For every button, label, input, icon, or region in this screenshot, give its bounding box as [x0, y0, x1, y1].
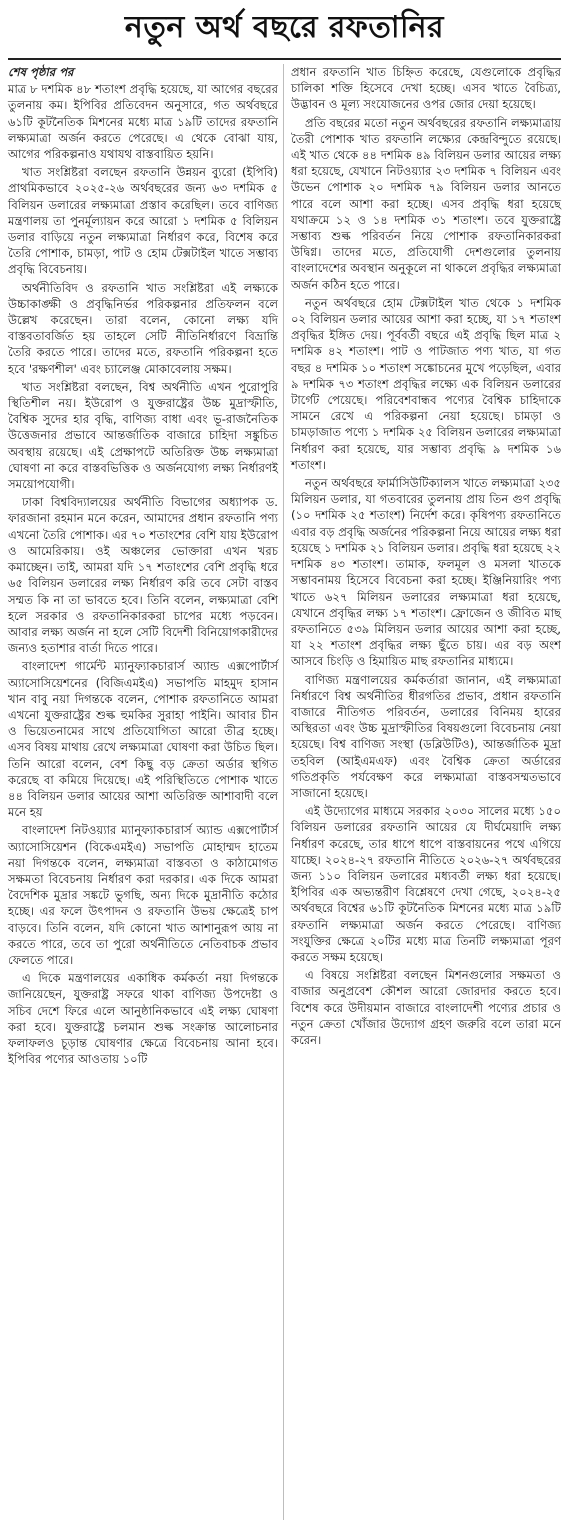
paragraph: নতুন অর্থবছরে ফার্মাসিউটিক্যালস খাতে লক্ষ্যমাত্রা ২৩৫ মিলিয়ন ডলার, যা গতবারের তুলনায় প্রায় তিন গুণ প্রবৃদ্ধি (১০ দশমিক ২৫ শতাংশ) নির্দেশ করে। কৃষিপণ্য রফতানিতে এবার বড় প্রবৃদ্ধি অর্জনের পরিকল্পনা নিয়ে আয়ের লক্ষ্য ধরা হয়েছে ১ দশমিক ২১ বিলিয়ন ডলার। প্রবৃদ্ধি ধরা হয়েছে ২২ দশমিক ৪৩ শতাংশ। তামাক, ফলমূল ও মসলা খাতকে সম্ভাবনাময় হিসেবে বিবেচনা করা হচ্ছে। ইঞ্জিনিয়ারিং পণ্য খাতে ৬২৭ মিলিয়ন ডলারের লক্ষ্যমাত্রা ধরা হয়েছে, যেখানে প্রবৃদ্ধির লক্ষ্য ১৭ শতাংশ। ফ্রোজেন ও জীবিত মাছ রফতানিতে ৫৩৯ মিলিয়ন ডলার আয়ের আশা করা হচ্ছে, যা ২২ শতাংশ প্রবৃদ্ধির লক্ষ্য ছুঁতে চায়। এর বড় অংশ আসবে চিংড়ি ও হিমায়িত মাছ রফতানির মাধ্যমে। [291, 476, 561, 669]
column-divider [283, 64, 284, 1520]
paragraph: খাত সংশ্লিষ্টরা বলছেন, বিশ্ব অর্থনীতি এখন পুরোপুরি স্থিতিশীল নয়। ইউরোপ ও যুক্তরাষ্ট্রের উচ্চ মুদ্রাস্ফীতি, বৈশ্বিক সুদের হার বৃদ্ধি, বাণিজ্য বাধা এবং ভূ-রাজনৈতিক উত্তেজনার প্রভাবে আন্তর্জাতিক বাজারে চাহিদা সঙ্কুচিত অবস্থায় রয়েছে। এই প্রেক্ষাপটে অতিরিক্ত উচ্চ লক্ষ্যমাত্রা ঘোষণা না করে বাস্তবভিত্তিক ও অর্জনযোগ্য লক্ষ্য নির্ধারণই সময়োপযোগী। [8, 379, 278, 492]
right-column [291, 64, 561, 1050]
paragraph: বাণিজ্য মন্ত্রণালয়ের কর্মকর্তারা জানান, এই লক্ষ্যমাত্রা নির্ধারণে বিশ্ব অর্থনীতির ধীরগতির প্রভাব, প্রধান রফতানি বাজারে নীতিগত পরিবর্তন, ডলারের বিনিময় হারের অস্থিরতা এবং উচ্চ মুদ্রাস্ফীতির বিষয়গুলো বিবেচনায় নেয়া হয়েছে। বিশ্ব বাণিজ্য সংস্থা (ডব্লিউটিও), আন্তর্জাতিক মুদ্রা তহবিল (আইএমএফ) এবং বৈশ্বিক ক্রেতা অর্ডারের গতিপ্রকৃতি পর্যবেক্ষণ করে লক্ষ্যমাত্রা বাস্তবসম্মতভাবে সাজানো হয়েছে। [291, 672, 561, 800]
headline: নতুন অর্থ বছরে রফতানির [124, 9, 445, 45]
paragraph: এ দিকে মন্ত্রণালয়ের একাধিক কর্মকর্তা নয়া দিগন্তকে জানিয়েছেন, যুক্তরাষ্ট্র সফরে থাকা বাণিজ্য উপদেষ্টা ও সচিব দেশে ফিরে এলে আনুষ্ঠানিকভাবে এই লক্ষ্য ঘোষণা করা হবে। যুক্তরাষ্ট্রে চলমান শুল্ক সংক্রান্ত আলোচনার ফলাফলও চূড়ান্ত ঘোষণার ক্ষেত্রে বিবেচনায় আনা হবে। ইপিবির পণ্যের আওতায় ১০টি [8, 971, 278, 1067]
paragraph: এ বিষয়ে সংশ্লিষ্টরা বলছেন মিশনগুলোর সক্ষমতা ও বাজার অনুপ্রবেশ কৌশল আরো জোরদার করতে হবে। বিশেষ করে উদীয়মান বাজারে বাংলাদেশী পণ্যের প্রচার ও নতুন ক্রেতা খোঁজার উদ্যোগ গ্রহণ জরুরি বলে তারা মনে করেন। [291, 968, 561, 1047]
paragraph: বাংলাদেশ গার্মেন্ট ম্যানুফ্যাকচারার্স অ্যান্ড এক্সপোর্টার্স অ্যাসোসিয়েশনের (বিজিএমইএ) সভাপতি মাহমুদ হাসান খান বাবু নয়া দিগন্তকে বলেন, পোশাক রফতানিতে আমরা এখনো যুক্তরাষ্ট্রের শুল্ক হুমকির সুরাহা পাইনি। আবার চীন ও ভিয়েতনামের সাথে প্রতিযোগিতা আরো তীব্র হচ্ছে। এসব বিষয় মাথায় রেখে লক্ষ্যমাত্রা ঘোষণা করা উচিত ছিল। তিনি আরো বলেন, বেশ কিছু বড় ক্রেতা অর্ডার স্থগিত করেছে বা কমিয়ে দিয়েছে। এই পরিস্থিতিতে পোশাক খাতে ৪৪ বিলিয়ন ডলার আয়ের আশা অতিরিক্ত আশাবাদী বলে মনে হয় [8, 659, 278, 820]
paragraph: মাত্র ৮ দশমিক ৪৮ শতাংশ প্রবৃদ্ধি হয়েছে, যা আগের বছরের তুলনায় কম। ইপিবির প্রতিবেদন অনুসারে, গত অর্থবছরে ৬১টি কূটনৈতিক মিশনের মধ্যে মাত্র ১৯টি তাদের রফতানি লক্ষ্যমাত্রা অর্জন করতে পেরেছে। এ থেকে বোঝা যায়, আগের পরিকল্পনাও যথাযথ বাস্তবায়িত হয়নি। [8, 82, 278, 162]
jump-label: শেষ পৃষ্ঠার পর [8, 65, 74, 79]
paragraph: প্রধান রফতানি খাত চিহ্নিত করেছে, যেগুলোকে প্রবৃদ্ধির চালিকা শক্তি হিসেবে দেখা হচ্ছে। এসব খাতে বৈচিত্র্য, উদ্ভাবন ও মূল্য সংযোজনের ওপর জোর দেয়া হয়েছে। [291, 65, 561, 112]
paragraph: এই উদ্যোগের মাধ্যমে সরকার ২০৩০ সালের মধ্যে ১৫০ বিলিয়ন ডলারের রফতানি আয়ের যে দীর্ঘমেয়াদি লক্ষ্য নির্ধারণ করেছে, তার ধাপে ধাপে বাস্তবায়নের পথে এগিয়ে যাচ্ছে। ২০২৪-২৭ রফতানি নীতিতে ২০২৬-২৭ অর্থবছরের জন্য ১১০ বিলিয়ন ডলারের মধ্যবর্তী লক্ষ্য ধরা হয়েছে। ইপিবির এক অভ্যন্তরীণ বিশ্লেষণে দেখা গেছে, ২০২৪-২৫ অর্থবছরে বিশ্বের ৬১টি কূটনৈতিক মিশনের মধ্যে মাত্র ১৯টি রফতানি লক্ষ্যমাত্রা অর্জন করতে পেরেছে। বাণিজ্য সংযুক্তির ক্ষেত্রে ২০টির মধ্যে মাত্র তিনটি লক্ষ্যমাত্রা পূরণ করতে সক্ষম হয়েছে। [291, 804, 561, 964]
paragraph: প্রতি বছরের মতো নতুন অর্থবছরের রফতানি লক্ষ্যমাত্রায় তৈরী পোশাক খাত রফতানি লক্ষ্যের কেন্দ্রবিন্দুতে রয়েছে। এই খাত থেকে ৪৪ দশমিক ৪৯ বিলিয়ন ডলার আয়ের লক্ষ্য ধরা হয়েছে, যেখানে নিটওয়্যার ২৩ দশমিক ৭ বিলিয়ন এবং উভেন পোশাক ২০ দশমিক ৭৯ বিলিয়ন ডলার আনতে পারে বলে আশা করা হচ্ছে। এসব প্রবৃদ্ধি ধরা হয়েছে যথাক্রমে ১২ ও ১৪ দশমিক ৩১ শতাংশ। তবে যুক্তরাষ্ট্রে সম্ভাব্য শুল্ক পরিবর্তন নিয়ে পোশাক রফতানিকারকরা উদ্বিগ্ন। তাদের মতে, প্রতিযোগী দেশগুলোর তুলনায় বাংলাদেশের অবস্থান অনুকূলে না থাকলে প্রবৃদ্ধির লক্ষ্যমাত্রা অর্জন কঠিন হতে পারে। [291, 115, 561, 292]
left-column [8, 64, 278, 1069]
paragraph: ঢাকা বিশ্ববিদ্যালয়ের অর্থনীতি বিভাগের অধ্যাপক ড. ফারজানা রহমান মনে করেন, আমাদের প্রধান রফতানি পণ্য এখনো তৈরি পোশাক। এর ৭০ শতাংশের বেশি যায় ইউরোপ ও আমেরিকায়। ওই অঞ্চলের ভোক্তারা এখন খরচ কমাচ্ছেন। তাই, আমরা যদি ১৭ শতাংশের বেশি প্রবৃদ্ধি ধরে ৬৫ বিলিয়ন ডলারের লক্ষ্য নির্ধারণ করি তবে সেটা বাস্তব সম্মত কি না তা ভাবতে হবে। তিনি বলেন, লক্ষ্যমাত্রা বেশি হলে সরকার ও রফতানিকারকরা চাপের মধ্যে পড়বেন। আবার লক্ষ্য অর্জন না হলে সেটি বিদেশী বিনিয়োগকারীদের জন্যও হতাশার বার্তা দিতে পারে। [8, 495, 278, 656]
headline-rule [8, 58, 561, 60]
paragraph: নতুন অর্থবছরে হোম টেক্সটাইল খাত থেকে ১ দশমিক ০২ বিলিয়ন ডলার আয়ের আশা করা হচ্ছে, যা ১৭ শতাংশ প্রবৃদ্ধির ইঙ্গিত দেয়। পূর্ববর্তী বছরে এই প্রবৃদ্ধি ছিল মাত্র ২ দশমিক ৪২ শতাংশ। পাট ও পাটজাত পণ্য খাত, যা গত বছর ৪ দশমিক ১০ শতাংশ সঙ্কোচনের মুখে পড়েছিল, এবার ৯ দশমিক ৭৩ শতাংশ প্রবৃদ্ধির লক্ষ্যে এক বিলিয়ন ডলারের টার্গেট পেয়েছে। পরিবেশবান্ধব পণ্যের বৈশ্বিক চাহিদাকে সামনে রেখে এ পরিকল্পনা নেয়া হয়েছে। চামড়া ও চামড়াজাত পণ্যে ১ দশমিক ২৫ বিলিয়ন ডলারের লক্ষ্যমাত্রা নির্ধারণ করা হয়েছে, যার সম্ভাব্য প্রবৃদ্ধি ৯ দশমিক ১৬ শতাংশ। [291, 295, 561, 472]
paragraph: বাংলাদেশ নিটওয়্যার ম্যানুফ্যাকচারার্স অ্যান্ড এক্সপোর্টার্স অ্যাসোসিয়েশন (বিকেএমইএ) সভাপতি মোহাম্মদ হাতেম নয়া দিগন্তকে বলেন, লক্ষ্যমাত্রা বাস্তবতা ও কাঠামোগত সক্ষমতা বিবেচনায় নির্ধারণ করা দরকার। এক দিকে আমরা বৈদেশিক মুদ্রার সঙ্কটে ভুগছি, অন্য দিকে মুদ্রানীতি কঠোর হচ্ছে। এর ফলে উৎপাদন ও রফতানি উভয় ক্ষেত্রেই চাপ বাড়বে। তিনি বলেন, যদি কোনো খাত আশানুরূপ আয় না করতে পারে, তবে তা পুরো অর্থনীতিতে নেতিবাচক প্রভাব ফেলতে পারে। [8, 823, 278, 967]
paragraph: অর্থনীতিবিদ ও রফতানি খাত সংশ্লিষ্টরা এই লক্ষ্যকে উচ্চাকাঙ্ক্ষী ও প্রবৃদ্ধিনির্ভর পরিকল্পনার প্রতিফলন বলে উল্লেখ করেছেন। তারা বলেন, কোনো লক্ষ্য যদি বাস্তবতাবর্জিত হয় তাহলে সেটি নীতিনির্ধারণে বিভ্রান্তি তৈরি করতে পারে। তাদের মতে, রফতানি পরিকল্পনা হতে হবে 'রক্ষণশীল' এবং চ্যালেঞ্জ মোকাবেলায় সক্ষম। [8, 280, 278, 376]
paragraph: খাত সংশ্লিষ্টরা বলছেন রফতানি উন্নয়ন ব্যুরো (ইপিবি) প্রাথমিকভাবে ২০২৫-২৬ অর্থবছরের জন্য ৬৩ দশমিক ৫ বিলিয়ন ডলারের লক্ষ্যমাত্রা প্রস্তাব করেছিল। তবে বাণিজ্য মন্ত্রণালয় তা পুনর্মূল্যায়ন করে আরো ১ দশমিক ৫ বিলিয়ন ডলার বাড়িয়ে নতুন লক্ষ্যমাত্রা নির্ধারণ করে, বিশেষ করে তৈরি পোশাক, চামড়া, পাট ও হোম টেক্সটাইল খাতে সম্ভাব্য প্রবৃদ্ধি বিবেচনায়। [8, 165, 278, 277]
